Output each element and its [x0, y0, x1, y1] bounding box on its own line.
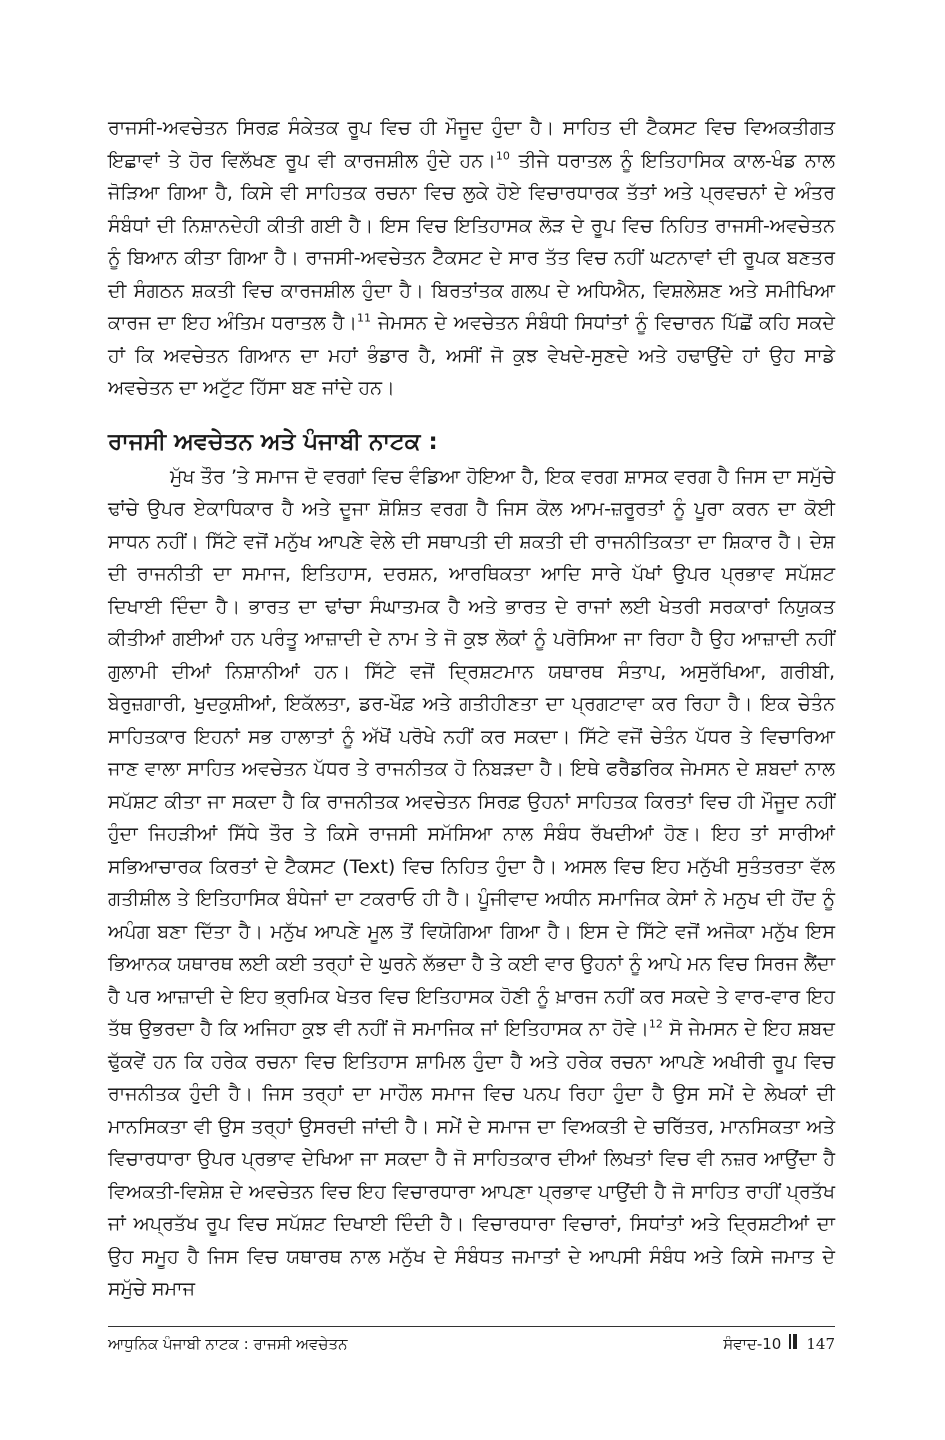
footnote-ref-11: 11 [357, 311, 372, 325]
page-number: 147 [806, 1334, 835, 1353]
journal-name: ਸੰਵਾਦ-10 [723, 1334, 782, 1353]
footnote-ref-12: 12 [648, 1017, 663, 1031]
folio-bars-icon [787, 1334, 800, 1353]
section-heading: ਰਾਜਸੀ ਅਵਚੇਤਨ ਅਤੇ ਪੰਜਾਬੀ ਨਾਟਕ : [108, 428, 438, 455]
paragraph-1 [108, 112, 835, 405]
page-body [108, 112, 835, 1306]
paragraph-2-text-b: ਸੋ ਜੇਮਸਨ ਦੇ ਇਹ ਸ਼ਬਦ ਢੁੱਕਵੇਂ ਹਨ ਕਿ ਹਰੇਕ ਰਚਨਾ ਵਿਚ ਇਤਿਹਾਸ ਸ਼ਾਮਿਲ ਹੁੰਦਾ ਹੈ ਅਤੇ ਹਰੇਕ ਰਚਨਾ ਆਪਣੇ ਅਖੀਰੀ ਰੂਪ ਵਿਚ ਰਾਜਨੀਤਕ ਹੁੰਦੀ ਹੈ। ਜਿਸ ਤਰ੍ਹਾਂ ਦਾ ਮਾਹੌਲ ਸਮਾਜ ਵਿਚ ਪਨਪ ਰਿਹਾ ਹੁੰਦਾ ਹੈ ਉਸ ਸਮੇਂ ਦੇ ਲੇਖਕਾਂ ਦੀ ਮਾਨਸਿਕਤਾ ਵੀ ਉਸ ਤਰ੍ਹਾਂ ਉਸਰਦੀ ਜਾਂਦੀ ਹੈ। ਸਮੇਂ ਦੇ ਸਮਾਜ ਦਾ ਵਿਅਕਤੀ ਦੇ ਚਰਿੱਤਰ, ਮਾਨਸਿਕਤਾ ਅਤੇ ਵਿਚਾਰਧਾਰਾ ਉਪਰ ਪ੍ਰਭਾਵ ਦੇਖਿਆ ਜਾ ਸਕਦਾ ਹੈ ਜੋ ਸਾਹਿਤਕਾਰ ਦੀਆਂ ਲਿਖਤਾਂ ਵਿਚ ਵੀ ਨਜ਼ਰ ਆਉਂਦਾ ਹੈ ਵਿਅਕਤੀ-ਵਿਸ਼ੇਸ਼ ਦੇ ਅਵਚੇਤਨ ਵਿਚ ਇਹ ਵਿਚਾਰਧਾਰਾ ਆਪਣਾ ਪ੍ਰਭਾਵ ਪਾਉਂਦੀ ਹੈ ਜੋ ਸਾਹਿਤ ਰਾਹੀਂ ਪ੍ਰਤੱਖ ਜਾਂ ਅਪ੍ਰਤੱਖ ਰੂਪ ਵਿਚ ਸਪੱਸ਼ਟ ਦਿਖਾਈ ਦਿੰਦੀ ਹੈ। ਵਿਚਾਰਧਾਰਾ ਵਿਚਾਰਾਂ, ਸਿਧਾਂਤਾਂ ਅਤੇ ਦ੍ਰਿਸ਼ਟੀਆਂ ਦਾ ਉਹ ਸਮੂਹ ਹੈ ਜਿਸ ਵਿਚ ਯਥਾਰਥ ਨਾਲ ਮਨੁੱਖ ਦੇ ਸੰਬੰਧਤ ਜਮਾਤਾਂ ਦੇ ਆਪਸੀ ਸੰਬੰਧ ਅਤੇ ਕਿਸੇ ਜਮਾਤ ਦੇ ਸਮੁੱਚੇ ਸਮਾਜ [108, 1018, 835, 1300]
footer-divider [108, 1326, 835, 1327]
folio [723, 1334, 835, 1353]
running-title: ਆਧੁਨਿਕ ਪੰਜਾਬੀ ਨਾਟਕ : ਰਾਜਸੀ ਅਵਚੇਤਨ [108, 1334, 348, 1353]
paragraph-2 [108, 461, 835, 1306]
paragraph-1-text-c: ਜੇਮਸਨ ਦੇ ਅਵਚੇਤਨ ਸੰਬੰਧੀ ਸਿਧਾਂਤਾਂ ਨੂੰ ਵਿਚਾਰਨ ਪਿੱਛੋਂ ਕਹਿ ਸਕਦੇ ਹਾਂ ਕਿ ਅਵਚੇਤਨ ਗਿਆਨ ਦਾ ਮਹਾਂ ਭੰਡਾਰ ਹੈ, ਅਸੀਂ ਜੋ ਕੁਝ ਵੇਖਦੇ-ਸੁਣਦੇ ਅਤੇ ਹਢਾਉਂਦੇ ਹਾਂ ਉਹ ਸਾਡੇ ਅਵਚੇਤਨ ਦਾ ਅਟੁੱਟ ਹਿੱਸਾ ਬਣ ਜਾਂਦੇ ਹਨ। [108, 312, 835, 399]
paragraph-2-text-a: ਮੁੱਖ ਤੌਰ ’ਤੇ ਸਮਾਜ ਦੋ ਵਰਗਾਂ ਵਿਚ ਵੰਡਿਆ ਹੋਇਆ ਹੈ, ਇਕ ਵਰਗ ਸ਼ਾਸਕ ਵਰਗ ਹੈ ਜਿਸ ਦਾ ਸਮੁੱਚੇ ਢਾਂਚੇ ਉਪਰ ਏਕਾਧਿਕਾਰ ਹੈ ਅਤੇ ਦੂਜਾ ਸ਼ੋਸ਼ਿਤ ਵਰਗ ਹੈ ਜਿਸ ਕੋਲ ਆਮ-ਜ਼ਰੂਰਤਾਂ ਨੂੰ ਪੂਰਾ ਕਰਨ ਦਾ ਕੋਈ ਸਾਧਨ ਨਹੀਂ। ਸਿੱਟੇ ਵਜੋਂ ਮਨੁੱਖ ਆਪਣੇ ਵੇਲੇ ਦੀ ਸਥਾਪਤੀ ਦੀ ਸ਼ਕਤੀ ਦੀ ਰਾਜਨੀਤਿਕਤਾ ਦਾ ਸ਼ਿਕਾਰ ਹੈ। ਦੇਸ਼ ਦੀ ਰਾਜਨੀਤੀ ਦਾ ਸਮਾਜ, ਇਤਿਹਾਸ, ਦਰਸ਼ਨ, ਆਰਥਿਕਤਾ ਆਦਿ ਸਾਰੇ ਪੱਖਾਂ ਉਪਰ ਪ੍ਰਭਾਵ ਸਪੱਸ਼ਟ ਦਿਖਾਈ ਦਿੰਦਾ ਹੈ। ਭਾਰਤ ਦਾ ਢਾਂਚਾ ਸੰਘਾਤਮਕ ਹੈ ਅਤੇ ਭਾਰਤ ਦੇ ਰਾਜਾਂ ਲਈ ਖੇਤਰੀ ਸਰਕਾਰਾਂ ਨਿਯੁਕਤ ਕੀਤੀਆਂ ਗਈਆਂ ਹਨ ਪਰੰਤੂ ਆਜ਼ਾਦੀ ਦੇ ਨਾਮ ਤੇ ਜੋ ਕੁਝ ਲੋਕਾਂ ਨੂੰ ਪਰੋਸਿਆ ਜਾ ਰਿਹਾ ਹੈ ਉਹ ਆਜ਼ਾਦੀ ਨਹੀਂ ਗੁਲਾਮੀ ਦੀਆਂ ਨਿਸ਼ਾਨੀਆਂ ਹਨ। ਸਿੱਟੇ ਵਜੋਂ ਦ੍ਰਿਸ਼ਟਮਾਨ ਯਥਾਰਥ ਸੰਤਾਪ, ਅਸੁਰੱਖਿਆ, ਗਰੀਬੀ, ਬੇਰੁਜ਼ਗਾਰੀ, ਖੁਦਕੁਸ਼ੀਆਂ, ਇਕੱਲਤਾ, ਡਰ-ਖੌਫ਼ ਅਤੇ ਗਤੀਹੀਣਤਾ ਦਾ ਪ੍ਰਗਟਾਵਾ ਕਰ ਰਿਹਾ ਹੈ। ਇਕ ਚੇਤੰਨ ਸਾਹਿਤਕਾਰ ਇਹਨਾਂ ਸਭ ਹਾਲਾਤਾਂ ਨੂੰ ਅੱਖੋਂ ਪਰੋਖੇ ਨਹੀਂ ਕਰ ਸਕਦਾ। ਸਿੱਟੇ ਵਜੋਂ ਚੇਤੰਨ ਪੱਧਰ ਤੇ ਵਿਚਾਰਿਆ ਜਾਣ ਵਾਲਾ ਸਾਹਿਤ ਅਵਚੇਤਨ ਪੱਧਰ ਤੇ ਰਾਜਨੀਤਕ ਹੋ ਨਿਬੜਦਾ ਹੈ। ਇਥੇ ਫਰੈਡਰਿਕ ਜੇਮਸਨ ਦੇ ਸ਼ਬਦਾਂ ਨਾਲ ਸਪੱਸ਼ਟ ਕੀਤਾ ਜਾ ਸਕਦਾ ਹੈ ਕਿ ਰਾਜਨੀਤਕ ਅਵਚੇਤਨ ਸਿਰਫ਼ ਉਹਨਾਂ ਸਾਹਿਤਕ ਕਿਰਤਾਂ ਵਿਚ ਹੀ ਮੌਜੂਦ ਨਹੀਂ ਹੁੰਦਾ ਜਿਹੜੀਆਂ ਸਿੱਧੇ ਤੌਰ ਤੇ ਕਿਸੇ ਰਾਜਸੀ ਸਮੱਸਿਆ ਨਾਲ ਸੰਬੰਧ ਰੱਖਦੀਆਂ ਹੋਣ। ਇਹ ਤਾਂ ਸਾਰੀਆਂ ਸਭਿਆਚਾਰਕ ਕਿਰਤਾਂ ਦੇ ਟੈਕਸਟ (Text) ਵਿਚ ਨਿਹਿਤ ਹੁੰਦਾ ਹੈ। ਅਸਲ ਵਿਚ ਇਹ ਮਨੁੱਖੀ ਸੁਤੰਤਰਤਾ ਵੱਲ ਗਤੀਸ਼ੀਲ ਤੇ ਇਤਿਹਾਸਿਕ ਬੰਧੇਜਾਂ ਦਾ ਟਕਰਾਓ ਹੀ ਹੈ। ਪੂੰਜੀਵਾਦ ਅਧੀਨ ਸਮਾਜਿਕ ਕੇਸਾਂ ਨੇ ਮਨੁਖ ਦੀ ਹੋਂਦ ਨੂੰ ਅਪੰਗ ਬਣਾ ਦਿੱਤਾ ਹੈ। ਮਨੁੱਖ ਆਪਣੇ ਮੂਲ ਤੋਂ ਵਿਯੋਗਿਆ ਗਿਆ ਹੈ। ਇਸ ਦੇ ਸਿੱਟੇ ਵਜੋਂ ਅਜੋਕਾ ਮਨੁੱਖ ਇਸ ਭਿਆਨਕ ਯਥਾਰਥ ਲਈ ਕਈ ਤਰ੍ਹਾਂ ਦੇ ਘੁਰਨੇ ਲੱਭਦਾ ਹੈ ਤੇ ਕਈ ਵਾਰ ਉਹਨਾਂ ਨੂੰ ਆਪੇ ਮਨ ਵਿਚ ਸਿਰਜ ਲੈਂਦਾ ਹੈ ਪਰ ਆਜ਼ਾਦੀ ਦੇ ਇਹ ਭ੍ਰਮਿਕ ਖੇਤਰ ਵਿਚ ਇਤਿਹਾਸਕ ਹੋਣੀ ਨੂੰ ਖ਼ਾਰਜ ਨਹੀਂ ਕਰ ਸਕਦੇ ਤੇ ਵਾਰ-ਵਾਰ ਇਹ ਤੱਥ ਉਭਰਦਾ ਹੈ ਕਿ ਅਜਿਹਾ ਕੁਝ ਵੀ ਨਹੀਂ ਜੋ ਸਮਾਜਿਕ ਜਾਂ ਇਤਿਹਾਸਕ ਨਾ ਹੋਵੇ। [108, 465, 835, 1040]
paragraph-1-text-a: ਰਾਜਸੀ-ਅਵਚੇਤਨ ਸਿਰਫ਼ ਸੰਕੇਤਕ ਰੂਪ ਵਿਚ ਹੀ ਮੌਜੂਦ ਹੁੰਦਾ ਹੈ। ਸਾਹਿਤ ਦੀ ਟੈਕਸਟ ਵਿਚ ਵਿਅਕਤੀਗਤ ਇਛਾਵਾਂ ਤੇ ਹੋਰ ਵਿਲੱਖਣ ਰੂਪ ਵੀ ਕਾਰਜਸ਼ੀਲ ਹੁੰਦੇ ਹਨ। [108, 117, 835, 172]
footnote-ref-10: 10 [495, 149, 510, 163]
page-footer [108, 1334, 835, 1353]
paragraph-1-text-b: ਤੀਜੇ ਧਰਾਤਲ ਨੂੰ ਇਤਿਹਾਸਿਕ ਕਾਲ-ਖੰਡ ਨਾਲ ਜੋੜਿਆ ਗਿਆ ਹੈ, ਕਿਸੇ ਵੀ ਸਾਹਿਤਕ ਰਚਨਾ ਵਿਚ ਲੁਕੇ ਹੋਏ ਵਿਚਾਰਧਾਰਕ ਤੱਤਾਂ ਅਤੇ ਪ੍ਰਵਚਨਾਂ ਦੇ ਅੰਤਰ ਸੰਬੰਧਾਂ ਦੀ ਨਿਸ਼ਾਨਦੇਹੀ ਕੀਤੀ ਗਈ ਹੈ। ਇਸ ਵਿਚ ਇਤਿਹਾਸਕ ਲੋੜ ਦੇ ਰੂਪ ਵਿਚ ਨਿਹਿਤ ਰਾਜਸੀ-ਅਵਚੇਤਨ ਨੂੰ ਬਿਆਨ ਕੀਤਾ ਗਿਆ ਹੈ। ਰਾਜਸੀ-ਅਵਚੇਤਨ ਟੈਕਸਟ ਦੇ ਸਾਰ ਤੱਤ ਵਿਚ ਨਹੀਂ ਘਟਨਾਵਾਂ ਦੀ ਰੂਪਕ ਬਣਤਰ ਦੀ ਸੰਗਠਨ ਸ਼ਕਤੀ ਵਿਚ ਕਾਰਜਸ਼ੀਲ ਹੁੰਦਾ ਹੈ। ਬਿਰਤਾਂਤਕ ਗਲਪ ਦੇ ਅਧਿਐਨ, ਵਿਸ਼ਲੇਸ਼ਣ ਅਤੇ ਸਮੀਖਿਆ ਕਾਰਜ ਦਾ ਇਹ ਅੰਤਿਮ ਧਰਾਤਲ ਹੈ। [108, 149, 835, 334]
